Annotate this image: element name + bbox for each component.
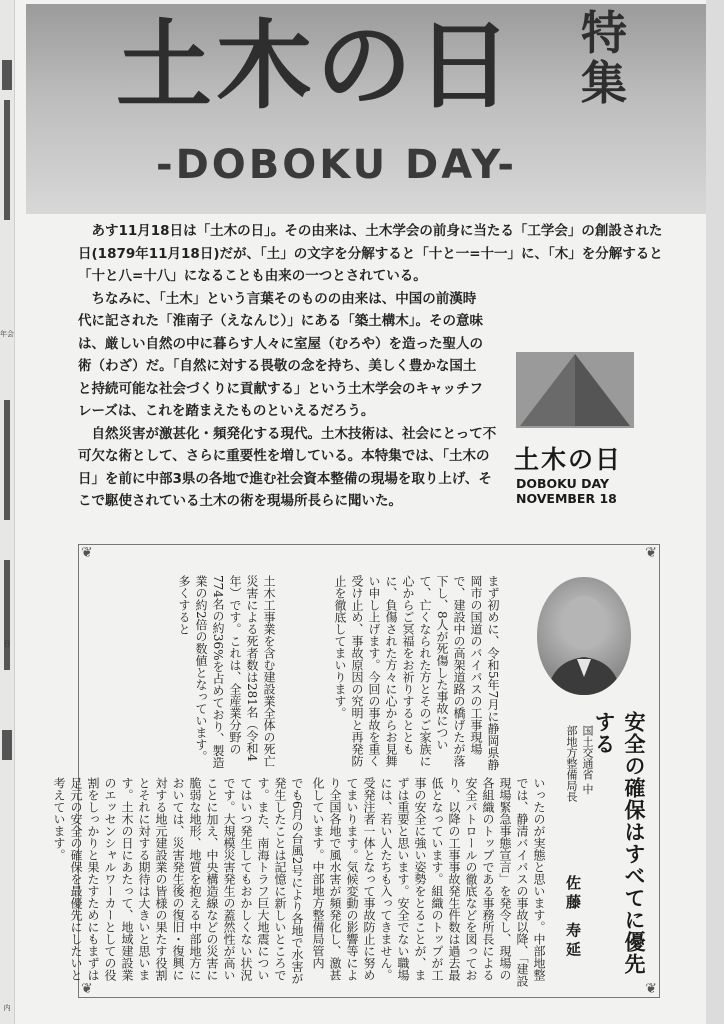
corner-ornament-icon: ❦ [645,545,657,561]
logo-line2: NOVEMBER 18 [516,491,617,506]
margin-mark [4,100,10,220]
corner-ornament-icon: ❦ [81,545,93,561]
logo-line1: DOBOKU DAY [516,476,610,491]
left-margin-strip [0,0,15,1024]
margin-label: 日 [3,640,11,648]
article-paragraph: 土木工事業を含む建設業全体の死亡災害による死者数は281名（令和4年）です。これは、全産業分野の774名の約36%を占めており、製造業の約2倍の数値となっています。多くすると [177,575,276,769]
margin-mark [2,730,12,760]
article-headline: 安全の確保はすべてに優先する [592,711,647,975]
intro-paragraph: ちなみに、「土木」という言葉そのものの由来は、中国の前漢時代に記された「淮南子（えなんじ）」にある「築土構木」。その意味は、厳しい自然の中に暮らす人々に室屋（むろや）を造った聖人の術（わざ）だ。「自然に対する畏敬の念を持ち、美しく豊かな国土と持続可能な社会づくりに貢献する」という土木学会のキャッチフレーズは、これを踏まえたものといえるだろう。 [78,290,483,419]
article-column [283,575,501,771]
corner-ornament-icon: ❦ [81,981,93,997]
intro-paragraph: 自然災害が激甚化・頻発化する現代。土木技術は、社会にとって不可欠な術として、さらに重要性を増している。本特集では、「土木の日」を前に中部3県の各地で進む社会資本整備の現場を取り上げ、そこで駆使されている土木の術を現場所長らに聞いた。 [78,425,497,509]
interview-article [52,544,660,998]
article-paragraph: いったのが実態と思います。中部地整では、静清バイパスの事故以降、「建設現場緊急事態宣言」を発令し、現場の各組織のトップである事務所長による安全パトロールの徹底などを図っており、以降の工事事故発生件数は過去最低となっています。組織のトップが工事の安全に強い姿勢をとることが、まずは重要と思います。安全でない職場には、若い人たちも入ってきません。受発注者一体となって事故防止に努めてまいります。気候変動の影響等により全国各地で風水害が頻発化し、激甚化しています。中部地方整備局管内 [311,777,546,987]
margin-label: 内 [3,1004,11,1012]
logo-kanji: 土木の日 [514,445,623,474]
intro-paragraph: あす11月18日は「土木の日」。その由来は、土木学会の前身に当たる「工学会」の創設された日(1879年11月18日)だが、「土」の文字を分解すると「十と一=十一」に、「木」を分解すると「十と八=十八」になることも由来の一つとされている。 [78,223,663,284]
margin-mark [2,60,12,90]
article-column [83,575,277,771]
article-column [309,777,547,987]
byline-organization: 国土交通省 中部地方整備局長 [565,725,594,802]
corner-ornament-icon: ❦ [645,981,657,997]
doboku-day-logo [500,350,650,506]
margin-mark [4,400,10,520]
article-paragraph: まず初めに、令和5年7月に静岡県静岡市の国道のバイパスの工事現場で、建設中の高架道路の橋げたが落下し、8人が死傷した事故について、亡くなられた方とそのご家族に心からご冥福をお祈りするとともに、負傷された方々に心からお見舞い申し上げます。今回の事故を重く受け止め、事故原因の究明と再発防止を徹底してまいります。 [333,575,500,771]
byline-name: 佐藤 寿延 [564,875,582,961]
margin-label: 年会 [0,330,14,338]
title-suffix: 特集 [581,6,627,110]
page-title: 土木の日 [116,10,516,122]
right-page-edge [706,0,724,1024]
pyramid-logo-icon [500,350,650,430]
margin-mark [4,560,10,670]
article-column [52,777,305,987]
newspaper-page [26,4,706,1020]
page-subtitle: -DOBOKU DAY- [156,142,518,188]
director-portrait [537,577,631,695]
hero-banner [26,4,706,214]
portrait-icon [537,577,631,695]
article-paragraph: でも6月の台風2号により各地で水害が発生したことは記憶に新しいところです。また、南海トラフ巨大地震についてはいつ発生してもおかしくない状況です。大規模災害発生の蓋然性が高いことに加え、中央構造線などの災害に脆弱な地形、地質を抱える中部地方においては、災害発生後の復旧・復興に対する地元建設業の皆様の果たす役割とそれに対する期待は大きいと思います。土木の日にあたって、地域建設業のエッセンシャルワーカーとしての役割をしっかりと果たすためにもまずは足元の安全の確保を最優先にしたいと考えています。 [52,777,304,985]
